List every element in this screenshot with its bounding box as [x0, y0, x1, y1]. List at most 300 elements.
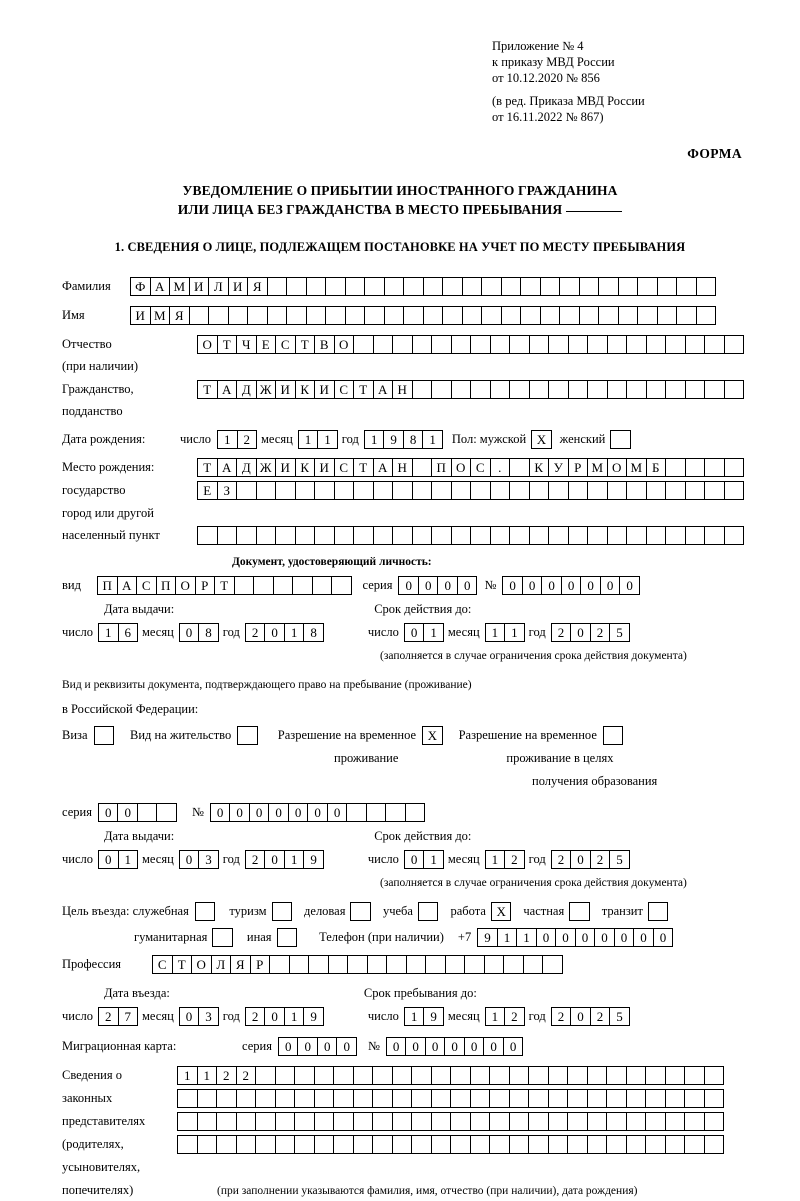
- form-cell[interactable]: [685, 526, 706, 545]
- form-cell[interactable]: [490, 335, 511, 354]
- form-cell[interactable]: [431, 380, 452, 399]
- form-cell[interactable]: [386, 955, 407, 974]
- phone-input[interactable]: [477, 928, 672, 947]
- form-cell[interactable]: [431, 1135, 452, 1154]
- form-cell[interactable]: [406, 955, 427, 974]
- form-cell[interactable]: [325, 277, 346, 296]
- form-cell[interactable]: [645, 1066, 666, 1085]
- permit-issue-month-input[interactable]: [179, 850, 218, 869]
- form-cell[interactable]: 0: [179, 1007, 200, 1026]
- form-cell[interactable]: Ж: [256, 458, 277, 477]
- form-cell[interactable]: [724, 335, 745, 354]
- form-cell[interactable]: [236, 1112, 257, 1131]
- form-cell[interactable]: [255, 1089, 276, 1108]
- form-cell[interactable]: [353, 1089, 374, 1108]
- form-cell[interactable]: П: [431, 458, 452, 477]
- form-cell[interactable]: 1: [404, 1007, 425, 1026]
- form-cell[interactable]: [685, 380, 706, 399]
- form-cell[interactable]: [234, 576, 255, 595]
- form-cell[interactable]: [626, 1112, 647, 1131]
- form-cell[interactable]: О: [175, 576, 196, 595]
- form-cell[interactable]: [372, 1089, 393, 1108]
- form-cell[interactable]: [275, 481, 296, 500]
- form-cell[interactable]: [412, 481, 433, 500]
- form-cell[interactable]: [548, 1066, 569, 1085]
- form-cell[interactable]: [364, 306, 385, 325]
- form-cell[interactable]: [665, 335, 686, 354]
- form-cell[interactable]: [618, 306, 639, 325]
- form-cell[interactable]: [267, 277, 288, 296]
- form-cell[interactable]: [567, 1112, 588, 1131]
- birthplace-input-row-3[interactable]: [197, 526, 743, 545]
- form-cell[interactable]: [509, 1112, 530, 1131]
- form-cell[interactable]: [269, 955, 290, 974]
- form-cell[interactable]: [646, 335, 667, 354]
- form-cell[interactable]: [392, 1066, 413, 1085]
- form-cell[interactable]: [462, 306, 483, 325]
- form-cell[interactable]: [345, 277, 366, 296]
- form-cell[interactable]: [528, 1066, 549, 1085]
- form-cell[interactable]: [579, 277, 600, 296]
- purpose-business-checkbox[interactable]: [350, 902, 371, 921]
- form-cell[interactable]: Т: [197, 458, 218, 477]
- form-cell[interactable]: 2: [551, 1007, 572, 1026]
- form-cell[interactable]: [411, 1089, 432, 1108]
- form-cell[interactable]: [464, 955, 485, 974]
- form-cell[interactable]: [587, 380, 608, 399]
- form-cell[interactable]: [587, 335, 608, 354]
- form-cell[interactable]: [384, 306, 405, 325]
- stay-day-input[interactable]: [404, 1007, 443, 1026]
- form-cell[interactable]: [665, 1089, 686, 1108]
- identity-type-input[interactable]: [97, 576, 351, 595]
- form-cell[interactable]: [289, 955, 310, 974]
- form-cell[interactable]: [197, 526, 218, 545]
- form-cell[interactable]: [509, 380, 530, 399]
- form-cell[interactable]: [403, 277, 424, 296]
- form-cell[interactable]: 0: [464, 1037, 485, 1056]
- form-cell[interactable]: [255, 1135, 276, 1154]
- form-cell[interactable]: [528, 1112, 549, 1131]
- form-cell[interactable]: [587, 481, 608, 500]
- form-cell[interactable]: [334, 481, 355, 500]
- form-cell[interactable]: [347, 955, 368, 974]
- form-cell[interactable]: [626, 1066, 647, 1085]
- name-input[interactable]: [130, 306, 715, 325]
- surname-input[interactable]: [130, 277, 715, 296]
- form-cell[interactable]: [451, 380, 472, 399]
- form-cell[interactable]: [684, 1089, 705, 1108]
- form-cell[interactable]: [509, 526, 530, 545]
- form-cell[interactable]: [568, 481, 589, 500]
- form-cell[interactable]: 2: [504, 1007, 525, 1026]
- form-cell[interactable]: [548, 1089, 569, 1108]
- form-cell[interactable]: [520, 306, 541, 325]
- form-cell[interactable]: [470, 1066, 491, 1085]
- form-cell[interactable]: [559, 277, 580, 296]
- form-cell[interactable]: [384, 277, 405, 296]
- form-cell[interactable]: [568, 526, 589, 545]
- form-cell[interactable]: [529, 481, 550, 500]
- form-cell[interactable]: [509, 1135, 530, 1154]
- form-cell[interactable]: С: [334, 380, 355, 399]
- entry-month-input[interactable]: [179, 1007, 218, 1026]
- form-cell[interactable]: 1: [516, 928, 537, 947]
- form-cell[interactable]: [333, 1089, 354, 1108]
- form-cell[interactable]: 2: [504, 850, 525, 869]
- form-cell[interactable]: 2: [590, 1007, 611, 1026]
- form-cell[interactable]: 0: [229, 803, 250, 822]
- form-cell[interactable]: 0: [600, 576, 621, 595]
- form-cell[interactable]: [256, 526, 277, 545]
- form-cell[interactable]: 9: [383, 430, 404, 449]
- form-cell[interactable]: .: [490, 458, 511, 477]
- form-cell[interactable]: [470, 526, 491, 545]
- form-cell[interactable]: [665, 458, 686, 477]
- form-cell[interactable]: [314, 1089, 335, 1108]
- form-cell[interactable]: [587, 1066, 608, 1085]
- form-cell[interactable]: [392, 335, 413, 354]
- form-cell[interactable]: [684, 1112, 705, 1131]
- form-cell[interactable]: [607, 380, 628, 399]
- form-cell[interactable]: 0: [327, 803, 348, 822]
- form-cell[interactable]: [328, 955, 349, 974]
- form-cell[interactable]: 0: [98, 850, 119, 869]
- form-cell[interactable]: 0: [264, 623, 285, 642]
- form-cell[interactable]: [606, 1089, 627, 1108]
- form-cell[interactable]: [520, 277, 541, 296]
- form-cell[interactable]: 0: [386, 1037, 407, 1056]
- form-cell[interactable]: [216, 1089, 237, 1108]
- form-cell[interactable]: Т: [172, 955, 193, 974]
- form-cell[interactable]: [529, 335, 550, 354]
- form-cell[interactable]: [189, 306, 210, 325]
- form-cell[interactable]: [403, 306, 424, 325]
- form-cell[interactable]: [208, 306, 229, 325]
- form-cell[interactable]: С: [334, 458, 355, 477]
- form-cell[interactable]: [567, 1066, 588, 1085]
- form-cell[interactable]: Д: [236, 380, 257, 399]
- form-cell[interactable]: [373, 481, 394, 500]
- form-cell[interactable]: Ф: [130, 277, 151, 296]
- form-cell[interactable]: З: [217, 481, 238, 500]
- form-cell[interactable]: 2: [590, 623, 611, 642]
- form-cell[interactable]: [607, 335, 628, 354]
- form-cell[interactable]: И: [228, 277, 249, 296]
- form-cell[interactable]: 9: [303, 1007, 324, 1026]
- form-cell[interactable]: [137, 803, 158, 822]
- form-cell[interactable]: [405, 803, 426, 822]
- representatives-input-row-3[interactable]: [177, 1112, 723, 1131]
- form-cell[interactable]: С: [136, 576, 157, 595]
- form-cell[interactable]: 1: [118, 850, 139, 869]
- form-cell[interactable]: [626, 1089, 647, 1108]
- form-cell[interactable]: А: [217, 380, 238, 399]
- purpose-other-checkbox[interactable]: [277, 928, 298, 947]
- form-cell[interactable]: 1: [485, 1007, 506, 1026]
- representatives-input-row-4[interactable]: [177, 1135, 723, 1154]
- form-cell[interactable]: [286, 277, 307, 296]
- form-cell[interactable]: 0: [570, 1007, 591, 1026]
- form-cell[interactable]: Д: [236, 458, 257, 477]
- form-cell[interactable]: [462, 277, 483, 296]
- form-cell[interactable]: [392, 481, 413, 500]
- form-cell[interactable]: [353, 526, 374, 545]
- form-cell[interactable]: [353, 481, 374, 500]
- permit-valid-year-input[interactable]: [551, 850, 629, 869]
- form-cell[interactable]: 0: [614, 928, 635, 947]
- form-cell[interactable]: [333, 1112, 354, 1131]
- form-cell[interactable]: [509, 1089, 530, 1108]
- form-cell[interactable]: 2: [98, 1007, 119, 1026]
- form-cell[interactable]: Р: [568, 458, 589, 477]
- form-cell[interactable]: [392, 1135, 413, 1154]
- form-cell[interactable]: [704, 1089, 725, 1108]
- form-cell[interactable]: 2: [551, 850, 572, 869]
- form-cell[interactable]: [567, 1135, 588, 1154]
- form-cell[interactable]: [442, 306, 463, 325]
- form-cell[interactable]: [294, 1066, 315, 1085]
- form-cell[interactable]: М: [169, 277, 190, 296]
- form-cell[interactable]: И: [130, 306, 151, 325]
- permit-issue-year-input[interactable]: [245, 850, 323, 869]
- form-cell[interactable]: [470, 481, 491, 500]
- form-cell[interactable]: [423, 277, 444, 296]
- birth-year-input[interactable]: [364, 430, 442, 449]
- form-cell[interactable]: [724, 526, 745, 545]
- form-cell[interactable]: 0: [210, 803, 231, 822]
- form-cell[interactable]: 2: [216, 1066, 237, 1085]
- form-cell[interactable]: [450, 1135, 471, 1154]
- form-cell[interactable]: Б: [646, 458, 667, 477]
- form-cell[interactable]: [392, 526, 413, 545]
- form-cell[interactable]: 5: [609, 850, 630, 869]
- form-cell[interactable]: Т: [197, 380, 218, 399]
- form-cell[interactable]: 3: [198, 1007, 219, 1026]
- form-cell[interactable]: [431, 1089, 452, 1108]
- form-cell[interactable]: 0: [425, 1037, 446, 1056]
- form-cell[interactable]: 1: [423, 850, 444, 869]
- form-cell[interactable]: Я: [230, 955, 251, 974]
- form-cell[interactable]: 0: [503, 1037, 524, 1056]
- form-cell[interactable]: [489, 1066, 510, 1085]
- form-cell[interactable]: [665, 1112, 686, 1131]
- form-cell[interactable]: 0: [570, 623, 591, 642]
- form-cell[interactable]: 1: [317, 430, 338, 449]
- form-cell[interactable]: 2: [245, 850, 266, 869]
- form-cell[interactable]: [372, 1112, 393, 1131]
- form-cell[interactable]: 0: [179, 623, 200, 642]
- form-cell[interactable]: Т: [295, 335, 316, 354]
- form-cell[interactable]: Р: [195, 576, 216, 595]
- form-cell[interactable]: 0: [570, 850, 591, 869]
- form-cell[interactable]: [509, 335, 530, 354]
- form-cell[interactable]: [606, 1066, 627, 1085]
- purpose-private-checkbox[interactable]: [569, 902, 590, 921]
- form-cell[interactable]: [548, 526, 569, 545]
- form-cell[interactable]: [442, 277, 463, 296]
- form-cell[interactable]: [431, 335, 452, 354]
- form-cell[interactable]: [256, 481, 277, 500]
- form-cell[interactable]: [567, 1089, 588, 1108]
- form-cell[interactable]: 0: [278, 1037, 299, 1056]
- form-cell[interactable]: 0: [522, 576, 543, 595]
- form-cell[interactable]: [696, 277, 717, 296]
- form-cell[interactable]: 2: [236, 1066, 257, 1085]
- form-cell[interactable]: 0: [633, 928, 654, 947]
- form-cell[interactable]: [665, 380, 686, 399]
- entry-year-input[interactable]: [245, 1007, 323, 1026]
- form-cell[interactable]: 0: [268, 803, 289, 822]
- form-cell[interactable]: К: [529, 458, 550, 477]
- form-cell[interactable]: И: [314, 458, 335, 477]
- sex-male-checkbox[interactable]: Х: [531, 430, 552, 449]
- form-cell[interactable]: [346, 803, 367, 822]
- form-cell[interactable]: [618, 277, 639, 296]
- form-cell[interactable]: Я: [247, 277, 268, 296]
- form-cell[interactable]: 1: [364, 430, 385, 449]
- form-cell[interactable]: О: [191, 955, 212, 974]
- form-cell[interactable]: Л: [208, 277, 229, 296]
- form-cell[interactable]: Т: [217, 335, 238, 354]
- form-cell[interactable]: 0: [580, 576, 601, 595]
- form-cell[interactable]: [425, 955, 446, 974]
- form-cell[interactable]: [598, 277, 619, 296]
- form-cell[interactable]: А: [373, 458, 394, 477]
- form-cell[interactable]: [364, 277, 385, 296]
- form-cell[interactable]: 0: [336, 1037, 357, 1056]
- form-cell[interactable]: [489, 1089, 510, 1108]
- form-cell[interactable]: 8: [198, 623, 219, 642]
- form-cell[interactable]: С: [275, 335, 296, 354]
- form-cell[interactable]: 0: [457, 576, 478, 595]
- form-cell[interactable]: [626, 380, 647, 399]
- form-cell[interactable]: [704, 1066, 725, 1085]
- form-cell[interactable]: 1: [485, 850, 506, 869]
- form-cell[interactable]: 0: [437, 576, 458, 595]
- form-cell[interactable]: [177, 1112, 198, 1131]
- form-cell[interactable]: [568, 380, 589, 399]
- form-cell[interactable]: [509, 1066, 530, 1085]
- form-cell[interactable]: [598, 306, 619, 325]
- form-cell[interactable]: [253, 576, 274, 595]
- form-cell[interactable]: [607, 526, 628, 545]
- form-cell[interactable]: [228, 306, 249, 325]
- form-cell[interactable]: 1: [423, 623, 444, 642]
- form-cell[interactable]: Т: [214, 576, 235, 595]
- form-cell[interactable]: [306, 306, 327, 325]
- form-cell[interactable]: А: [117, 576, 138, 595]
- form-cell[interactable]: [385, 803, 406, 822]
- form-cell[interactable]: [470, 1135, 491, 1154]
- form-cell[interactable]: [366, 803, 387, 822]
- form-cell[interactable]: [431, 1112, 452, 1131]
- purpose-tourism-checkbox[interactable]: [272, 902, 293, 921]
- form-cell[interactable]: [333, 1066, 354, 1085]
- form-cell[interactable]: 0: [317, 1037, 338, 1056]
- form-cell[interactable]: [490, 526, 511, 545]
- form-cell[interactable]: Н: [392, 458, 413, 477]
- form-cell[interactable]: [412, 335, 433, 354]
- form-cell[interactable]: [490, 380, 511, 399]
- identity-valid-year-input[interactable]: [551, 623, 629, 642]
- purpose-work-checkbox[interactable]: Х: [491, 902, 512, 921]
- form-cell[interactable]: [236, 1089, 257, 1108]
- form-cell[interactable]: О: [607, 458, 628, 477]
- form-cell[interactable]: [490, 481, 511, 500]
- permit-series-input[interactable]: [98, 803, 176, 822]
- form-cell[interactable]: [273, 576, 294, 595]
- form-cell[interactable]: К: [295, 458, 316, 477]
- form-cell[interactable]: [548, 380, 569, 399]
- form-cell[interactable]: [645, 1135, 666, 1154]
- form-cell[interactable]: [704, 526, 725, 545]
- form-cell[interactable]: [372, 1135, 393, 1154]
- form-cell[interactable]: [529, 380, 550, 399]
- purpose-humanitarian-checkbox[interactable]: [212, 928, 233, 947]
- purpose-service-checkbox[interactable]: [195, 902, 216, 921]
- form-cell[interactable]: 0: [444, 1037, 465, 1056]
- form-cell[interactable]: [412, 458, 433, 477]
- form-cell[interactable]: 0: [536, 928, 557, 947]
- form-cell[interactable]: [255, 1112, 276, 1131]
- form-cell[interactable]: [626, 335, 647, 354]
- residence-checkbox[interactable]: [237, 726, 258, 745]
- form-cell[interactable]: [470, 1089, 491, 1108]
- migration-series-input[interactable]: [278, 1037, 356, 1056]
- form-cell[interactable]: [294, 1135, 315, 1154]
- form-cell[interactable]: Ж: [256, 380, 277, 399]
- form-cell[interactable]: 0: [653, 928, 674, 947]
- form-cell[interactable]: 1: [485, 623, 506, 642]
- form-cell[interactable]: [684, 1066, 705, 1085]
- form-cell[interactable]: [704, 481, 725, 500]
- form-cell[interactable]: [587, 1089, 608, 1108]
- form-cell[interactable]: 1: [177, 1066, 198, 1085]
- form-cell[interactable]: [626, 481, 647, 500]
- birthplace-input-row-2[interactable]: [197, 481, 743, 500]
- form-cell[interactable]: 2: [551, 623, 572, 642]
- form-cell[interactable]: 1: [298, 430, 319, 449]
- form-cell[interactable]: [333, 1135, 354, 1154]
- profession-input[interactable]: [152, 955, 562, 974]
- form-cell[interactable]: [197, 1089, 218, 1108]
- form-cell[interactable]: [685, 481, 706, 500]
- form-cell[interactable]: А: [150, 277, 171, 296]
- form-cell[interactable]: 1: [98, 623, 119, 642]
- form-cell[interactable]: [197, 1112, 218, 1131]
- form-cell[interactable]: С: [152, 955, 173, 974]
- form-cell[interactable]: 0: [288, 803, 309, 822]
- form-cell[interactable]: [724, 458, 745, 477]
- form-cell[interactable]: [451, 526, 472, 545]
- form-cell[interactable]: [177, 1089, 198, 1108]
- form-cell[interactable]: [275, 1135, 296, 1154]
- birthplace-input-row-1[interactable]: [197, 458, 743, 477]
- form-cell[interactable]: 0: [619, 576, 640, 595]
- patronymic-input[interactable]: [197, 335, 743, 354]
- form-cell[interactable]: 9: [303, 850, 324, 869]
- form-cell[interactable]: [503, 955, 524, 974]
- migration-number-input[interactable]: [386, 1037, 523, 1056]
- form-cell[interactable]: 1: [504, 623, 525, 642]
- form-cell[interactable]: 0: [594, 928, 615, 947]
- form-cell[interactable]: [704, 1112, 725, 1131]
- form-cell[interactable]: И: [275, 380, 296, 399]
- form-cell[interactable]: [314, 1135, 335, 1154]
- form-cell[interactable]: [392, 1089, 413, 1108]
- form-cell[interactable]: [540, 306, 561, 325]
